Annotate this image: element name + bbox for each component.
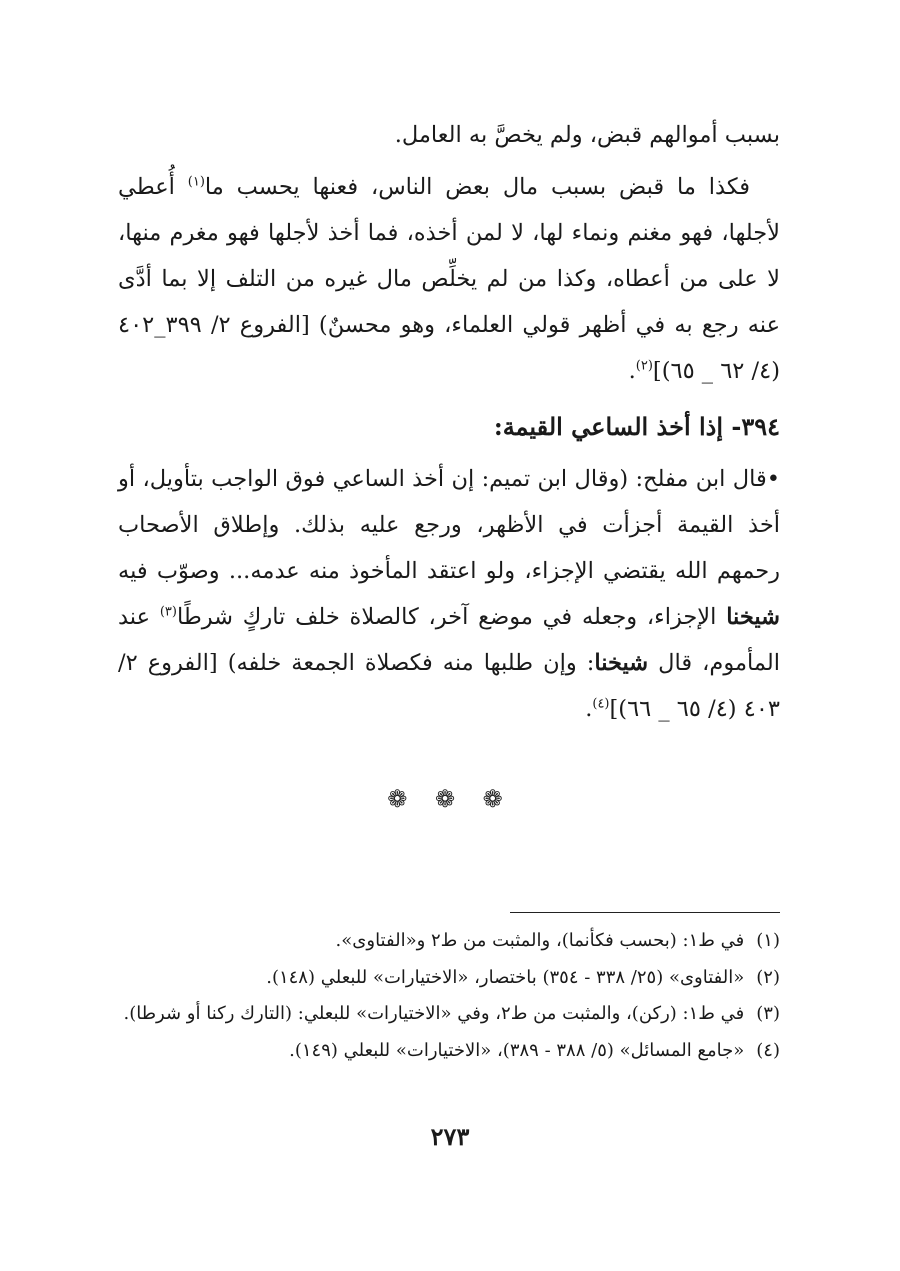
shaykh-name-2: شيخنا xyxy=(594,650,649,676)
paragraph-1-end: . xyxy=(628,358,636,384)
footnote-4 xyxy=(118,1035,780,1067)
footnote-text: في ط١: (بحسب فكأنما)، والمثبت من ط٢ و«الفتاوى». xyxy=(335,930,745,951)
footnote-ref-1[interactable]: (١) xyxy=(187,174,205,190)
paragraph-2-text-c: عند المأموم، قال xyxy=(118,604,780,676)
footnote-number: (٤) xyxy=(756,1039,780,1061)
footnotes xyxy=(118,925,780,1071)
page-number: ٢٧٣ xyxy=(430,1122,470,1151)
footnote-text: في ط١: (ركن)، والمثبت من ط٢، وفي «الاختيارات» للبعلي: (التارك ركنا أو شرطا). xyxy=(123,1003,745,1024)
continuation-line xyxy=(118,112,780,158)
paragraph-2-text-a: •قال ابن مفلح: (وقال ابن تميم: إن أخذ الساعي فوق الواجب بتأويل، أو أخذ القيمة أجزأت في الأظهر، ورجع عليه بذلك. وإطلاق الأصحاب رحمهم الله يقتضي الإجزاء، ولو اعتقد المأخوذ منه عدمه... وصوّب فيه xyxy=(118,466,780,584)
paragraph-2 xyxy=(118,456,780,732)
footnote-ref-3[interactable]: (٣) xyxy=(159,604,177,620)
main-text xyxy=(118,112,780,732)
section-heading: ٣٩٤- إذا أخذ الساعي القيمة: xyxy=(493,412,780,441)
paragraph-1 xyxy=(118,164,780,394)
footnote-2 xyxy=(118,962,780,994)
paragraph-1-text-b: أُعطي لأجلها، فهو مغنم ونماء لها، لا لمن أخذه، فما أخذ لأجلها فهو مغرم منها، لا على من أعطاه، وكذا من لم يخلِّص مال غيره من التلف إلا بما أدَّى عنه رجع به في أظهر قولي العلماء، وهو محسنٌ) [الفروع ٢/ ٣٩٩_٤٠٢ (٤/ ٦٢ _ ٦٥)] xyxy=(118,174,781,384)
paragraph-2-text-b: الإجزاء، وجعله في موضع آخر، كالصلاة خلف تاركٍ شرطًا xyxy=(176,604,727,630)
footnote-3 xyxy=(118,998,780,1030)
footnote-number: (٣) xyxy=(756,1003,780,1024)
footnote-text: «جامع المسائل» (٥/ ٣٨٨ - ٣٨٩)، «الاختيارات» للبعلي (١٤٩). xyxy=(289,1039,745,1061)
footnote-number: (١) xyxy=(756,930,780,951)
continuation-text: بسبب أموالهم قبض، ولم يخصَّ به العامل. xyxy=(394,122,780,148)
paragraph-2-text-d: : وإن طلبها منه فكصلاة الجمعة خلفه) [الفروع ٢/ ٤٠٣ (٤/ ٦٥ _ ٦٦)] xyxy=(118,650,780,722)
footnote-ref-2[interactable]: (٢) xyxy=(635,358,653,374)
shaykh-name-1: شيخنا xyxy=(726,604,780,630)
footnote-number: (٢) xyxy=(756,966,780,988)
footnote-ref-4[interactable]: (٤) xyxy=(592,696,610,712)
ornament-separator: ❁ ❁ ❁ xyxy=(387,785,513,813)
paragraph-2-end: . xyxy=(585,696,593,722)
footnote-1 xyxy=(118,925,780,957)
footnote-text: «الفتاوى» (٢٥/ ٣٣٨ - ٣٥٤) باختصار، «الاختيارات» للبعلي (١٤٨). xyxy=(266,966,745,988)
footnote-rule xyxy=(510,912,780,913)
paragraph-1-text-a: فكذا ما قبض بسبب مال بعض الناس، فعنها يحسب ما xyxy=(204,174,750,200)
